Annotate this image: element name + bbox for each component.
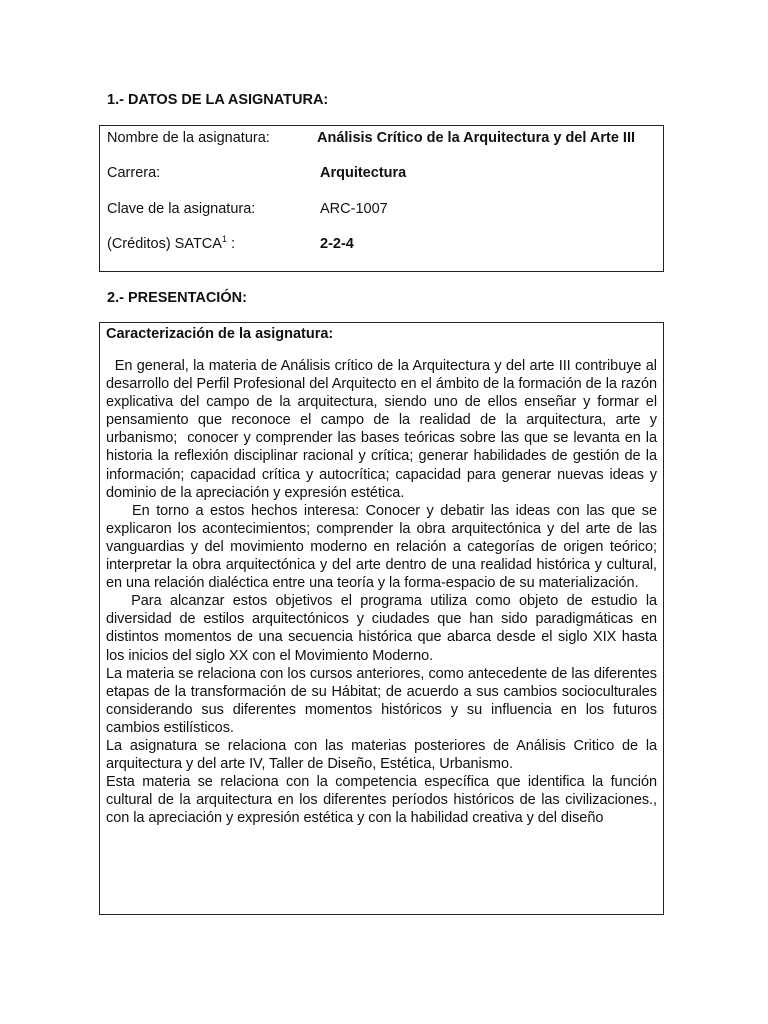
footnote-marker: 1 — [221, 234, 227, 245]
course-code-value: ARC-1007 — [320, 201, 388, 217]
credits-label: (Créditos) SATCA$^1$ : — [107, 234, 236, 252]
paragraph-2: En torno a estos hechos interesa: Conocer y debatir las ideas con las que se explicaron los acontecimientos; comprender la obra arquitectónica y del arte de las vanguardias y del movimiento moderno en relación a categorías de origen teórico; interpretar la obra arquitectónica y del arte dentro de una realidad histórica y cultural, en una relación dialéctica entre una teoría y la forma-espacio de su materialización. — [106, 502, 661, 592]
paragraph-4: La materia se relaciona con los cursos anteriores, como antecedente de las diferentes etapas de la transformación de su Hábitat; de acuerdo a sus cambios socioculturales considerando sus diferentes momentos históricos y su influencia en los futuros cambios estilísticos. — [106, 665, 657, 736]
presentation-box — [99, 322, 664, 915]
course-name-value: Análisis Crítico de la Arquitectura y del Arte III — [317, 130, 636, 146]
course-name-label: Nombre de la asignatura: — [107, 130, 270, 146]
paragraph-6: Esta materia se relaciona con la competencia específica que identifica la función cultural de la arquitectura en los diferentes períodos históricos de las civilizaciones., con la apreciación y expresión estética y con la habilidad creativa y del diseño — [106, 774, 657, 827]
paragraph-1: En general, la materia de Análisis crítico de la Arquitectura y del arte III contribuye al desarrollo del Perfil Profesional del Arquitecto en el ámbito de la formación de la razón explicativa del campo de la arquitectura, siendo uno de ellos enseñar y formar el pensamiento que reconoce el campo de la realidad de la arquitectura, arte y urbanismo; conocer y comprender las bases teóricas sobre las que se levanta en la historia la reflexión disciplinar racional y crítica; generar habilidades de gestión de la información; capacidad crítica y autocrítica; capacidad para generar nuevas ideas y dominio de la apreciación y expresión estética. — [106, 358, 661, 501]
course-code-label: Clave de la asignatura: — [107, 201, 256, 217]
section-2-heading: 2.- PRESENTACIÓN: — [107, 290, 247, 306]
career-label: Carrera: — [107, 165, 161, 181]
career-value: Arquitectura — [320, 165, 407, 181]
course-data-table — [99, 125, 664, 272]
paragraph-5: La asignatura se relaciona con las materias posteriores de Análisis Critico de la arquitectura y del arte IV, Taller de Diseño, Estética, Urbanismo. — [106, 737, 657, 773]
characterization-heading: Caracterización de la asignatura: — [106, 326, 334, 342]
paragraph-3: Para alcanzar estos objetivos el programa utiliza como objeto de estudio la diversidad de estilos arquitectónicos y ciudades que han sido paradigmáticas en distintos momentos de una secuencia histórica que abarca desde el siglo XIX hasta los inicios del siglo XX con el Movimiento Moderno. — [106, 593, 661, 664]
section-1-heading: 1.- DATOS DE LA ASIGNATURA: — [107, 92, 329, 108]
credits-value: 2-2-4 — [320, 236, 354, 252]
